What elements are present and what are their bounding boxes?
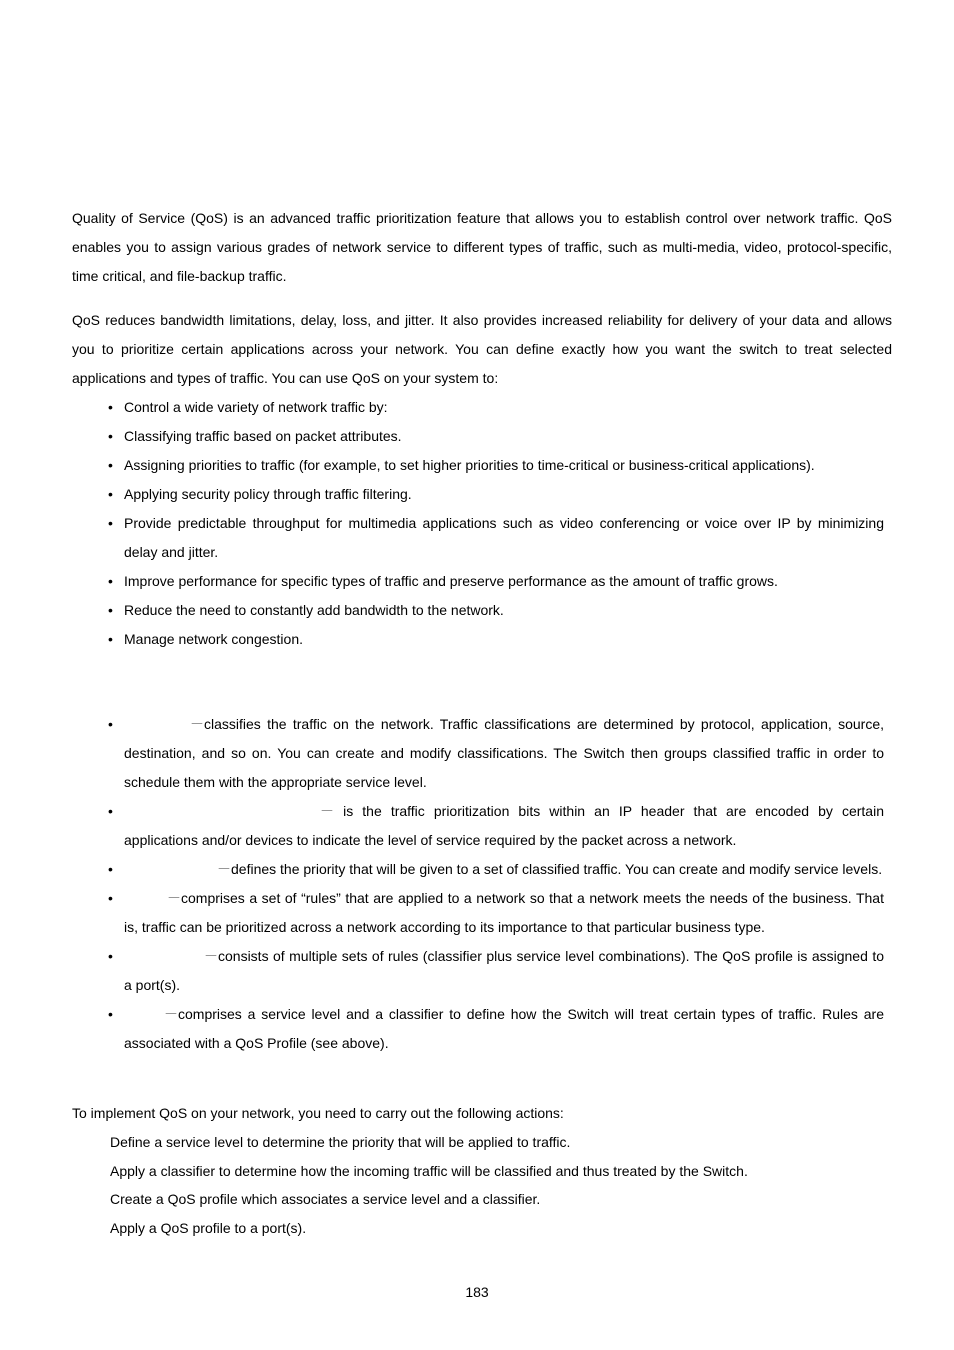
bullet-icon: • [108,803,113,819]
list-item-text: Control a wide variety of network traffic by: [124,399,388,415]
term-definition: comprises a service level and a classifier to define how the Switch will treat certain types of traffic. Rules are associated with a QoS Profile (see above). [124,1006,884,1051]
qos-uses-list [72,393,884,654]
implement-step-3: Create a QoS profile which associates a service level and a classifier. [110,1191,541,1207]
list-item-text: Manage network congestion. [124,631,303,647]
list-item-text: Improve performance for specific types of traffic and preserve performance as the amount of traffic grows. [124,573,778,589]
bullet-icon: • [108,457,113,473]
list-item-text: Applying security policy through traffic filtering. [124,486,412,502]
list-item [72,422,884,451]
list-item-text: Provide predictable throughput for multimedia applications such as video conferencing or voice over IP by minimizing delay and jitter. [124,515,884,560]
term-definition: defines the priority that will be given to a set of classified traffic. You can create and modify service levels. [231,861,883,877]
bullet-icon: • [108,631,113,647]
term-definition: is the traffic prioritization bits within an IP header that are encoded by certain applications and/or devices to indicate the level of service required by the packet across a network. [124,803,884,848]
list-item [72,480,884,509]
bullet-icon: • [108,716,113,732]
term-item-policy [72,884,884,942]
term-dash: － [204,948,218,964]
bullet-icon: • [108,486,113,502]
bullet-icon: • [108,399,113,415]
term-dash: － [164,1006,178,1022]
list-item [72,567,884,596]
term-definition: classifies the traffic on the network. Traffic classifications are determined by protocol, application, source, destination, and so on. You can create and modify classifications. The Switch then groups classified traffic in order to schedule them with the appropriate service level. [124,716,884,790]
list-item [72,509,884,567]
intro-paragraph-1: Quality of Service (QoS) is an advanced traffic prioritization feature that allows you to establish control over network traffic. QoS enables you to assign various grades of network service to different types of traffic, such as multi-media, video, protocol-specific, time critical, and file-backup traffic. [72,210,892,284]
bullet-icon: • [108,428,113,444]
page-number: 183 [465,1284,489,1300]
term-dash: － [167,890,181,906]
implement-step-2: Apply a classifier to determine how the incoming traffic will be classified and thus treated by the Switch. [110,1163,748,1179]
term-dash: － [320,803,334,819]
list-item-text: Classifying traffic based on packet attributes. [124,428,402,444]
term-item-classifier [72,710,884,797]
bullet-icon: • [108,948,113,964]
term-item-differentiated-services [72,797,884,855]
term-definition: comprises a set of “rules” that are applied to a network so that a network meets the needs of the business. That is, traffic can be prioritized across a network according to its importance to that particular business type. [124,890,884,935]
term-definition: consists of multiple sets of rules (classifier plus service level combinations). The QoS profile is assigned to a port(s). [124,948,884,993]
qos-terms-list [72,710,884,1058]
intro-paragraph-2: QoS reduces bandwidth limitations, delay, loss, and jitter. It also provides increased reliability for delivery of your data and allows you to prioritize certain applications across your network. You can define exactly how you want the switch to treat selected applications and types of traffic. You can use QoS on your system to: [72,312,892,386]
bullet-icon: • [108,861,113,877]
list-item [72,625,884,654]
list-item-text: Assigning priorities to traffic (for example, to set higher priorities to time-critical or business-critical applications). [124,457,815,473]
term-item-qos-profile [72,942,884,1000]
bullet-icon: • [108,515,113,531]
implement-step-4: Apply a QoS profile to a port(s). [110,1220,307,1236]
bullet-icon: • [108,1006,113,1022]
term-dash: － [217,861,231,877]
list-item [72,393,884,422]
bullet-icon: • [108,890,113,906]
bullet-icon: • [108,602,113,618]
list-item-text: Reduce the need to constantly add bandwidth to the network. [124,602,504,618]
implement-step-1: Define a service level to determine the priority that will be applied to traffic. [110,1134,571,1150]
term-item-rules [72,1000,884,1058]
list-item [72,596,884,625]
bullet-icon: • [108,573,113,589]
term-item-service-level [72,855,884,884]
list-item [72,451,884,480]
implement-lead: To implement QoS on your network, you need to carry out the following actions: [72,1105,564,1121]
term-dash: － [190,716,204,732]
